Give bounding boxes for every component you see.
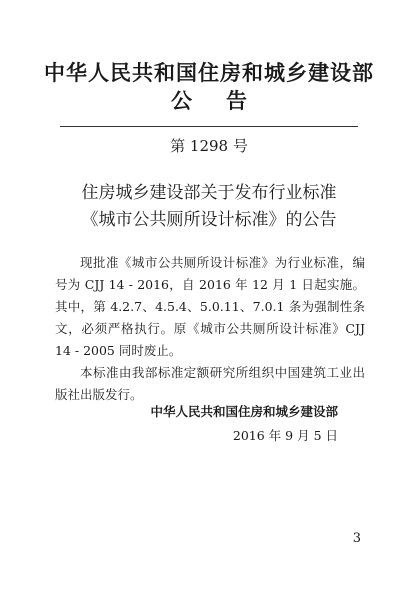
document-title-line-2: 《城市公共厕所设计标准》的公告 [81,210,337,230]
announcement-heading [0,88,418,114]
issuing-organization-header: 中华人民共和国住房和城乡建设部 [44,61,374,85]
signing-organization: 中华人民共和国住房和城乡建设部 [150,404,338,419]
document-number: 第 1298 号 [170,137,248,155]
document-title-line-1: 住房城乡建设部关于发布行业标准 [81,183,337,203]
body-paragraph-2: 本标准由我部标准定额研究所组织中国建筑工业出版社出版发行。 [55,365,365,402]
document-title [0,180,418,234]
announcement-body [55,252,365,406]
announcement-heading-char-2: 告 [226,89,247,113]
announcement-heading-char-1: 公 [171,89,192,113]
header-divider [60,126,358,127]
signing-date: 2016 年 9 月 5 日 [232,428,338,443]
page-number: 3 [352,531,361,546]
body-paragraph-1: 现批准《城市公共厕所设计标准》为行业标准，编号为 CJJ 14 - 2016，自 2016 年 12 月 1 日起实施。其中，第 4.2.7、4.5.4、5.0.11、7.0.1 条为强制性条文，必须严格执行。原《城市公共厕所设计标准》CJJ 14 - 2005 同时废止。 [55,255,365,358]
